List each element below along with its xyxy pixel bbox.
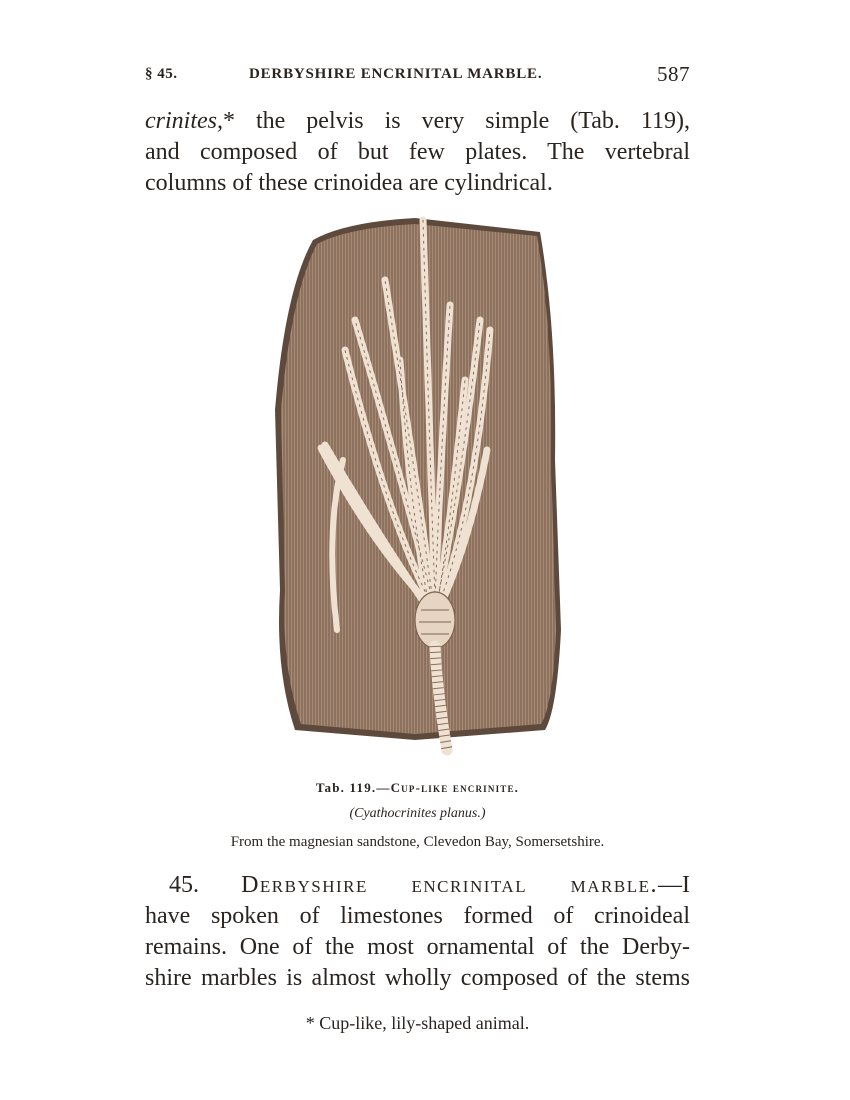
- figure-caption-source: From the magnesian sandstone, Clevedon Bay, Somersetshire.: [230, 834, 605, 850]
- fossil-engraving: [265, 210, 565, 770]
- section-45-heading: Derbyshire encrinital marble.: [241, 872, 659, 898]
- paragraph-2-line-2: have spoken of limestones formed of crinoideal: [145, 903, 690, 929]
- paragraph-2-line-3: remains. One of the most ornamental of the Derby-: [145, 934, 690, 960]
- crinoid-fossil-illustration: [265, 210, 565, 770]
- paragraph-2-line-4: shire marbles is almost wholly composed of the stems: [145, 965, 690, 991]
- running-head: [145, 62, 690, 88]
- figure-number: Tab. 119.—: [315, 780, 391, 795]
- chapter-title: DERBYSHIRE ENCRINITAL MARBLE.: [249, 66, 543, 82]
- calyx-cup: [415, 592, 455, 648]
- figure-caption-species: (Cyathocrinites planus.): [349, 806, 486, 821]
- paragraph-1-line-1: [145, 106, 690, 137]
- page-number: 587: [657, 62, 690, 86]
- section-45-number: 45.: [169, 872, 199, 898]
- footnote: * Cup-like, lily-shaped animal.: [305, 1013, 530, 1033]
- paragraph-1: [145, 106, 690, 199]
- figure-title: Cup-like encrinite.: [390, 780, 520, 795]
- section-number: § 45.: [145, 66, 178, 82]
- paragraph-2-line-1: [145, 870, 690, 901]
- paragraph-1-line-1-text: * the pelvis is very simple (Tab. 119),: [223, 108, 690, 134]
- figure-caption-title: [145, 780, 690, 796]
- italic-term: crinites,: [145, 108, 223, 134]
- section-45-dash: —I: [658, 872, 691, 898]
- paragraph-1-line-3: columns of these crinoidea are cylindrical.: [145, 170, 553, 196]
- paragraph-1-line-2: and composed of but few plates. The vertebral: [145, 139, 690, 165]
- paragraph-2: [145, 870, 690, 994]
